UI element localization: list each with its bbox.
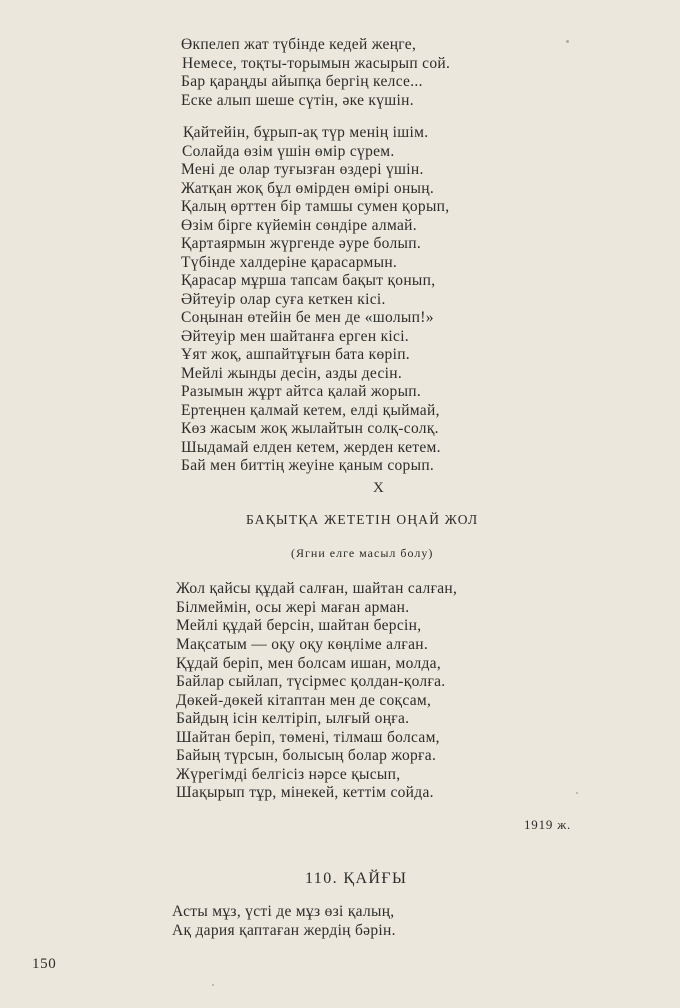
verse-line: Қалың өрттен бір тамшы сумен қорып, [181, 198, 450, 215]
verse-line: Ертеңнен қалмай кетем, елді қыймай, [181, 402, 440, 419]
paper-speck [566, 40, 569, 43]
verse-line: Мейлі құдай берсін, шайтан берсін, [176, 617, 422, 634]
verse-line: Жатқан жоқ бұл өмірден өмірі оның. [181, 180, 435, 197]
verse-line: Құдай беріп, мен болсам ишан, молда, [176, 655, 442, 672]
verse-line: Шыдамай елден кетем, жерден кетем. [181, 439, 441, 456]
verse-line: Әйтеуір мен шайтанға ерген кісі. [181, 328, 409, 345]
verse-line: Өкпелеп жат түбінде кедей жеңге, [181, 36, 417, 53]
page-number: 150 [32, 956, 57, 972]
verse-line: Білмеймін, осы жері маған арман. [176, 599, 410, 616]
verse-line: Соңынан өтейін бе мен де «шолып!» [181, 309, 434, 326]
verse-line: Көз жасым жоқ жылайтын солқ-солқ. [181, 420, 439, 437]
verse-line: Түбінде халдеріне қарасармын. [181, 254, 398, 271]
verse-line: Ұят жоқ, ашпайтұғын бата көріп. [181, 346, 410, 363]
poem-date: 1919 ж. [524, 817, 572, 832]
verse-line: Бар қараңды айыпқа бергің келсе... [181, 73, 423, 90]
verse-line: Шайтан беріп, төмені, тілмаш болсам, [176, 729, 440, 746]
verse-line: Жол қайсы құдай салған, шайтан салған, [176, 580, 458, 597]
verse-line: Жүрегімді белгісіз нәрсе қысып, [176, 766, 401, 783]
paper-speck [576, 792, 578, 794]
paper-speck [212, 984, 214, 986]
verse-line: Бай мен биттің жеуіне қаным сорып. [181, 457, 435, 474]
verse-line: Еске алып шеше сүтін, әке күшін. [181, 92, 414, 109]
section-numeral: X [373, 480, 385, 496]
verse-line: Немесе, тоқты-торымын жасырып сой. [182, 55, 451, 72]
section-subtitle: (Ягни елге масыл болу) [291, 546, 434, 560]
verse-line: Байлар сыйлап, түсірмес қолдан-қолға. [176, 673, 446, 690]
verse-line: Өзім бірге күйемін сөндіре алмай. [181, 217, 417, 234]
verse-line: Асты мұз, үсті де мұз өзі қалың, [172, 903, 395, 920]
verse-line: Мақсатым — оқу оқу көңліме алған. [176, 636, 429, 653]
verse-line: Қартаярмын жүргенде әуре болып. [181, 235, 422, 252]
verse-line: Қайтейін, бұрып-ақ түр менің ішім. [183, 124, 429, 141]
verse-line: Мейлі жынды десін, азды десін. [181, 365, 403, 382]
verse-line: Разымын жұрт айтса қалай жорып. [181, 383, 422, 400]
verse-line: Дөкей-дөкей кітаптан мен де соқсам, [176, 692, 432, 709]
verse-line: Әйтеуір олар суға кеткен кісі. [181, 291, 386, 308]
section-title: БАҚЫТҚА ЖЕТЕТІН ОҢАЙ ЖОЛ [246, 512, 479, 527]
next-poem-title: 110. ҚАЙҒЫ [305, 870, 408, 887]
verse-line: Қарасар мұрша тапсам бақыт қонып, [181, 272, 436, 289]
verse-line: Мені де олар туғызған өздері үшін. [181, 161, 424, 178]
verse-line: Солайда өзім үшін өмір сүрем. [182, 143, 395, 160]
verse-line: Байдың ісін келтіріп, ылғый оңға. [176, 710, 410, 727]
verse-line: Ақ дария қаптаған жердің бәрін. [172, 922, 396, 939]
verse-line: Байың түрсын, болысың болар жорға. [176, 747, 437, 764]
verse-line: Шақырып тұр, мінекей, кеттім сойда. [176, 784, 434, 801]
